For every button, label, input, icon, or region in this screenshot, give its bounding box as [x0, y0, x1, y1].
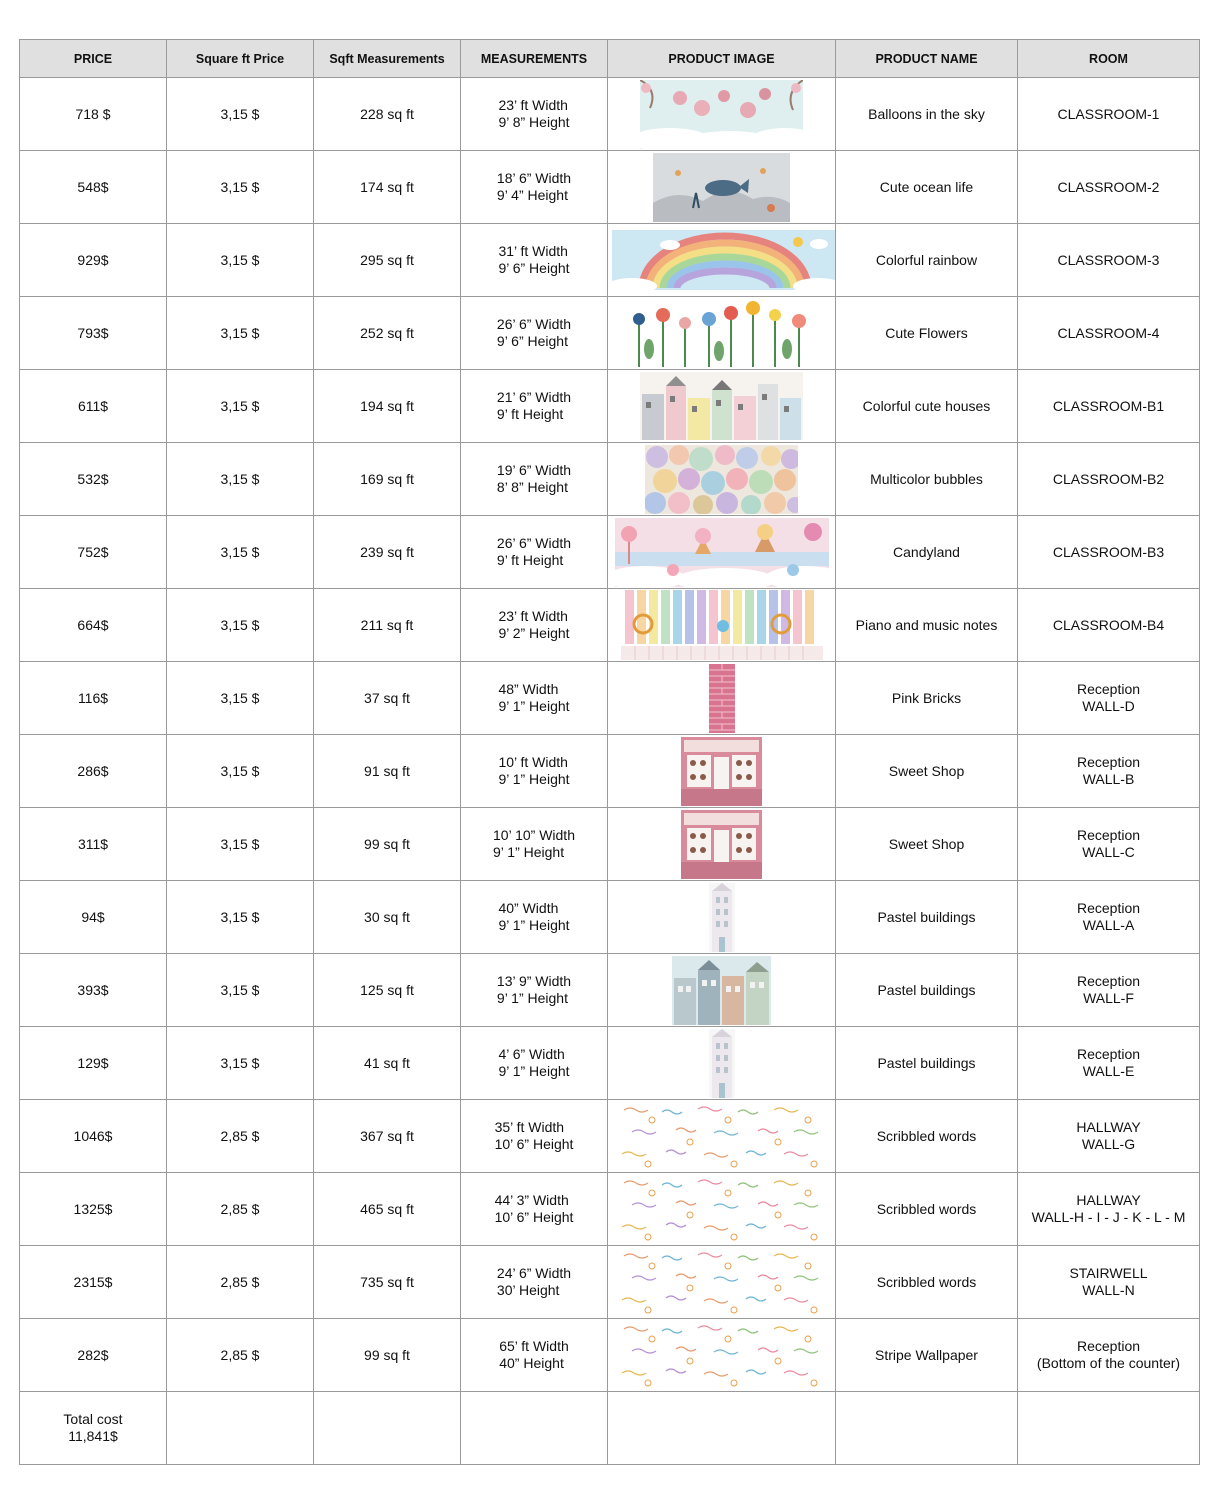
flowers-mural-image	[627, 299, 817, 367]
sqft-price-cell: 3,15 $	[167, 662, 314, 735]
scribbled-words-image	[618, 1175, 826, 1244]
room-text: Reception	[1076, 973, 1141, 989]
room-text: CLASSROOM-B1	[1052, 397, 1165, 414]
room-cell	[1018, 881, 1200, 954]
measurements-cell	[461, 516, 608, 589]
product-image-cell	[608, 370, 836, 443]
room-text: CLASSROOM-3	[1057, 251, 1160, 268]
product-name-cell: Pastel buildings	[836, 881, 1018, 954]
empty-cell	[461, 1392, 608, 1465]
room-text: CLASSROOM-B4	[1052, 616, 1165, 633]
measurements-cell	[461, 881, 608, 954]
wall-text: WALL-G	[1081, 1136, 1136, 1152]
table-row	[20, 881, 1200, 954]
sqft-cell: 211 sq ft	[314, 589, 461, 662]
width-text: 23’ ft Width	[498, 97, 568, 113]
price-cell: 286$	[20, 735, 167, 808]
empty-cell	[167, 1392, 314, 1465]
measurements-cell	[461, 1100, 608, 1173]
price-cell: 929$	[20, 224, 167, 297]
total-label: Total cost	[63, 1411, 123, 1427]
height-text: 9’ 1” Height	[498, 917, 570, 933]
height-text: 9’ 2” Height	[498, 625, 570, 641]
measurements-cell	[461, 78, 608, 151]
price-cell: 1325$	[20, 1173, 167, 1246]
product-name-cell: Piano and music notes	[836, 589, 1018, 662]
room-text: CLASSROOM-4	[1057, 324, 1160, 341]
header-sqft-measurements: Sqft Measurements	[314, 40, 461, 78]
price-cell: 282$	[20, 1319, 167, 1392]
wall-text: WALL-F	[1083, 990, 1134, 1006]
product-image-cell	[608, 1319, 836, 1392]
width-text: 10’ 10” Width	[493, 827, 575, 843]
sqft-price-cell: 3,15 $	[167, 881, 314, 954]
scribbled-words-image	[618, 1102, 826, 1171]
total-cost-cell	[20, 1392, 167, 1465]
pastel-building-narrow-image	[709, 883, 735, 952]
scribbled-words-image	[618, 1321, 826, 1390]
room-text: Reception	[1076, 900, 1141, 916]
price-cell: 718 $	[20, 78, 167, 151]
width-text: 35’ ft Width	[494, 1119, 565, 1135]
room-text: CLASSROOM-B2	[1052, 470, 1165, 487]
width-text: 23’ ft Width	[498, 608, 568, 624]
sqft-cell: 99 sq ft	[314, 1319, 461, 1392]
table-row	[20, 1319, 1200, 1392]
sqft-price-cell: 3,15 $	[167, 224, 314, 297]
measurements-cell	[461, 297, 608, 370]
height-text: 9’ 1” Height	[496, 990, 568, 1006]
room-cell	[1018, 1100, 1200, 1173]
sqft-price-cell: 3,15 $	[167, 735, 314, 808]
room-text: Reception	[1076, 1046, 1141, 1062]
price-cell: 311$	[20, 808, 167, 881]
price-cell: 532$	[20, 443, 167, 516]
empty-cell	[608, 1392, 836, 1465]
width-text: 44’ 3” Width	[494, 1192, 569, 1208]
sqft-cell: 239 sq ft	[314, 516, 461, 589]
product-name-cell: Scribbled words	[836, 1100, 1018, 1173]
table-row	[20, 370, 1200, 443]
measurements-cell	[461, 1027, 608, 1100]
empty-cell	[314, 1392, 461, 1465]
measurements-cell	[461, 1246, 608, 1319]
room-cell	[1018, 224, 1200, 297]
measurements-cell	[461, 662, 608, 735]
width-text: 10’ ft Width	[498, 754, 568, 770]
table-row	[20, 1027, 1200, 1100]
product-name-cell: Colorful rainbow	[836, 224, 1018, 297]
price-cell: 611$	[20, 370, 167, 443]
wall-text: WALL-C	[1082, 844, 1135, 860]
sqft-cell: 91 sq ft	[314, 735, 461, 808]
measurements-cell	[461, 808, 608, 881]
sqft-cell: 735 sq ft	[314, 1246, 461, 1319]
product-image-cell	[608, 443, 836, 516]
room-cell	[1018, 735, 1200, 808]
price-cell: 94$	[20, 881, 167, 954]
total-value: 11,841$	[68, 1428, 118, 1444]
price-cell: 129$	[20, 1027, 167, 1100]
header-sqft-price: Square ft Price	[167, 40, 314, 78]
room-text: Reception	[1076, 754, 1141, 770]
table-row	[20, 808, 1200, 881]
sqft-price-cell: 2,85 $	[167, 1246, 314, 1319]
width-text: 48” Width	[498, 681, 559, 697]
product-image-cell	[608, 808, 836, 881]
price-cell: 1046$	[20, 1100, 167, 1173]
width-text: 26’ 6” Width	[496, 316, 572, 332]
header-price: PRICE	[20, 40, 167, 78]
wall-text: WALL-H - I - J - K - L - M	[1031, 1209, 1186, 1225]
room-cell	[1018, 443, 1200, 516]
sweet-shop-image	[681, 737, 762, 806]
sqft-price-cell: 2,85 $	[167, 1100, 314, 1173]
sqft-price-cell: 2,85 $	[167, 1319, 314, 1392]
width-text: 24’ 6” Width	[496, 1265, 572, 1281]
sqft-price-cell: 3,15 $	[167, 370, 314, 443]
product-name-cell: Pink Bricks	[836, 662, 1018, 735]
header-measurements: MEASUREMENTS	[461, 40, 608, 78]
price-cell: 116$	[20, 662, 167, 735]
table-row	[20, 443, 1200, 516]
room-cell	[1018, 1319, 1200, 1392]
rainbow-mural-image	[612, 230, 836, 290]
measurements-cell	[461, 589, 608, 662]
product-image-cell	[608, 589, 836, 662]
product-image-cell	[608, 662, 836, 735]
houses-mural-image	[640, 372, 803, 440]
product-name-cell: Scribbled words	[836, 1246, 1018, 1319]
measurements-cell	[461, 370, 608, 443]
height-text: 10’ 6” Height	[494, 1136, 574, 1152]
pastel-buildings-wide-image	[672, 956, 771, 1025]
table-row	[20, 78, 1200, 151]
table-row	[20, 1246, 1200, 1319]
measurements-cell	[461, 443, 608, 516]
product-name-cell: Cute Flowers	[836, 297, 1018, 370]
width-text: 19’ 6” Width	[496, 462, 572, 478]
width-text: 26’ 6” Width	[496, 535, 572, 551]
room-cell	[1018, 516, 1200, 589]
product-name-cell: Scribbled words	[836, 1173, 1018, 1246]
room-text: CLASSROOM-1	[1057, 105, 1160, 122]
header-product-image: PRODUCT IMAGE	[608, 40, 836, 78]
wall-text: WALL-A	[1082, 917, 1135, 933]
sqft-cell: 252 sq ft	[314, 297, 461, 370]
height-text: 9’ 4” Height	[496, 187, 568, 203]
scribbled-words-image	[618, 1248, 826, 1317]
sqft-price-cell: 3,15 $	[167, 297, 314, 370]
room-text: Reception	[1076, 827, 1141, 843]
sqft-cell: 174 sq ft	[314, 151, 461, 224]
product-name-cell: Sweet Shop	[836, 735, 1018, 808]
wall-text: (Bottom of the counter)	[1036, 1355, 1181, 1371]
sqft-price-cell: 3,15 $	[167, 78, 314, 151]
measurements-cell	[461, 1173, 608, 1246]
product-name-cell: Stripe Wallpaper	[836, 1319, 1018, 1392]
sqft-cell: 295 sq ft	[314, 224, 461, 297]
height-text: 9’ 1” Height	[493, 844, 565, 860]
height-text: 40” Height	[499, 1355, 564, 1371]
sqft-price-cell: 3,15 $	[167, 954, 314, 1027]
product-image-cell	[608, 954, 836, 1027]
empty-cell	[836, 1392, 1018, 1465]
height-text: 9’ 1” Height	[498, 771, 570, 787]
table-row	[20, 224, 1200, 297]
sqft-cell: 194 sq ft	[314, 370, 461, 443]
room-cell	[1018, 370, 1200, 443]
product-image-cell	[608, 516, 836, 589]
table-row	[20, 297, 1200, 370]
width-text: 31’ ft Width	[498, 243, 568, 259]
total-row	[20, 1392, 1200, 1465]
product-image-cell	[608, 224, 836, 297]
height-text: 9’ ft Height	[496, 406, 564, 422]
measurements-cell	[461, 151, 608, 224]
sqft-price-cell: 3,15 $	[167, 1027, 314, 1100]
price-cell: 664$	[20, 589, 167, 662]
price-cell: 393$	[20, 954, 167, 1027]
product-image-cell	[608, 151, 836, 224]
table-row	[20, 735, 1200, 808]
sqft-cell: 30 sq ft	[314, 881, 461, 954]
room-text: STAIRWELL	[1069, 1265, 1148, 1281]
room-cell	[1018, 297, 1200, 370]
product-image-cell	[608, 1027, 836, 1100]
product-name-cell: Multicolor bubbles	[836, 443, 1018, 516]
sqft-cell: 169 sq ft	[314, 443, 461, 516]
room-cell	[1018, 808, 1200, 881]
sqft-cell: 41 sq ft	[314, 1027, 461, 1100]
measurements-cell	[461, 954, 608, 1027]
sqft-cell: 99 sq ft	[314, 808, 461, 881]
candyland-mural-image	[615, 518, 829, 587]
price-cell: 752$	[20, 516, 167, 589]
product-image-cell	[608, 1246, 836, 1319]
table-row	[20, 151, 1200, 224]
product-name-cell: Colorful cute houses	[836, 370, 1018, 443]
product-name-cell: Balloons in the sky	[836, 78, 1018, 151]
height-text: 10’ 6” Height	[494, 1209, 574, 1225]
height-text: 9’ 1” Height	[498, 698, 570, 714]
table-row	[20, 662, 1200, 735]
room-cell	[1018, 78, 1200, 151]
ocean-mural-image	[653, 153, 790, 222]
room-text: CLASSROOM-B3	[1052, 543, 1165, 560]
sqft-cell: 465 sq ft	[314, 1173, 461, 1246]
product-name-cell: Pastel buildings	[836, 954, 1018, 1027]
height-text: 8’ 8” Height	[496, 479, 568, 495]
empty-cell	[1018, 1392, 1200, 1465]
measurements-cell	[461, 735, 608, 808]
height-text: 9’ 6” Height	[498, 260, 570, 276]
height-text: 9’ 1” Height	[498, 1063, 570, 1079]
room-text: HALLWAY	[1076, 1192, 1141, 1208]
wall-text: WALL-B	[1082, 771, 1135, 787]
measurements-cell	[461, 1319, 608, 1392]
table-row	[20, 954, 1200, 1027]
sqft-price-cell: 3,15 $	[167, 808, 314, 881]
sqft-cell: 125 sq ft	[314, 954, 461, 1027]
width-text: 40” Width	[498, 900, 559, 916]
room-cell	[1018, 954, 1200, 1027]
sqft-cell: 37 sq ft	[314, 662, 461, 735]
height-text: 9’ 6” Height	[496, 333, 568, 349]
product-image-cell	[608, 297, 836, 370]
product-name-cell: Candyland	[836, 516, 1018, 589]
sqft-price-cell: 3,15 $	[167, 516, 314, 589]
wall-text: WALL-N	[1082, 1282, 1135, 1298]
product-name-cell: Cute ocean life	[836, 151, 1018, 224]
height-text: 9’ 8” Height	[498, 114, 570, 130]
price-cell: 2315$	[20, 1246, 167, 1319]
price-cell: 548$	[20, 151, 167, 224]
sqft-cell: 228 sq ft	[314, 78, 461, 151]
table-row	[20, 1100, 1200, 1173]
room-cell	[1018, 662, 1200, 735]
product-image-cell	[608, 78, 836, 151]
room-cell	[1018, 1173, 1200, 1246]
room-text: Reception	[1076, 1338, 1141, 1354]
table-row	[20, 589, 1200, 662]
table-row	[20, 1173, 1200, 1246]
room-text: HALLWAY	[1076, 1119, 1141, 1135]
product-name-cell: Pastel buildings	[836, 1027, 1018, 1100]
width-text: 65’ ft Width	[499, 1338, 569, 1354]
room-text: Reception	[1076, 681, 1141, 697]
sqft-price-cell: 3,15 $	[167, 151, 314, 224]
sweet-shop-image	[681, 810, 762, 879]
product-image-cell	[608, 735, 836, 808]
product-image-cell	[608, 1100, 836, 1173]
sqft-price-cell: 3,15 $	[167, 443, 314, 516]
piano-mural-image	[621, 590, 823, 660]
table-row	[20, 516, 1200, 589]
sqft-cell: 367 sq ft	[314, 1100, 461, 1173]
room-cell	[1018, 151, 1200, 224]
measurements-cell	[461, 224, 608, 297]
pastel-building-narrow-image	[709, 1029, 735, 1098]
wall-text: WALL-E	[1082, 1063, 1135, 1079]
header-row	[20, 40, 1200, 78]
height-text: 9’ ft Height	[496, 552, 564, 568]
height-text: 30’ Height	[496, 1282, 560, 1298]
wall-text: WALL-D	[1082, 698, 1135, 714]
pink-bricks-image	[709, 664, 735, 733]
header-room: ROOM	[1018, 40, 1200, 78]
width-text: 21’ 6” Width	[496, 389, 572, 405]
sqft-price-cell: 3,15 $	[167, 589, 314, 662]
price-cell: 793$	[20, 297, 167, 370]
room-cell	[1018, 589, 1200, 662]
room-cell	[1018, 1027, 1200, 1100]
room-text: CLASSROOM-2	[1057, 178, 1160, 195]
product-image-cell	[608, 881, 836, 954]
header-product-name: PRODUCT NAME	[836, 40, 1018, 78]
balloons-mural-image	[640, 80, 803, 149]
bubbles-mural-image	[645, 445, 798, 514]
sqft-price-cell: 2,85 $	[167, 1173, 314, 1246]
product-name-cell: Sweet Shop	[836, 808, 1018, 881]
width-text: 18’ 6” Width	[496, 170, 572, 186]
product-image-cell	[608, 1173, 836, 1246]
width-text: 4’ 6” Width	[498, 1046, 565, 1062]
quote-table	[19, 39, 1200, 1465]
width-text: 13’ 9” Width	[496, 973, 572, 989]
room-cell	[1018, 1246, 1200, 1319]
